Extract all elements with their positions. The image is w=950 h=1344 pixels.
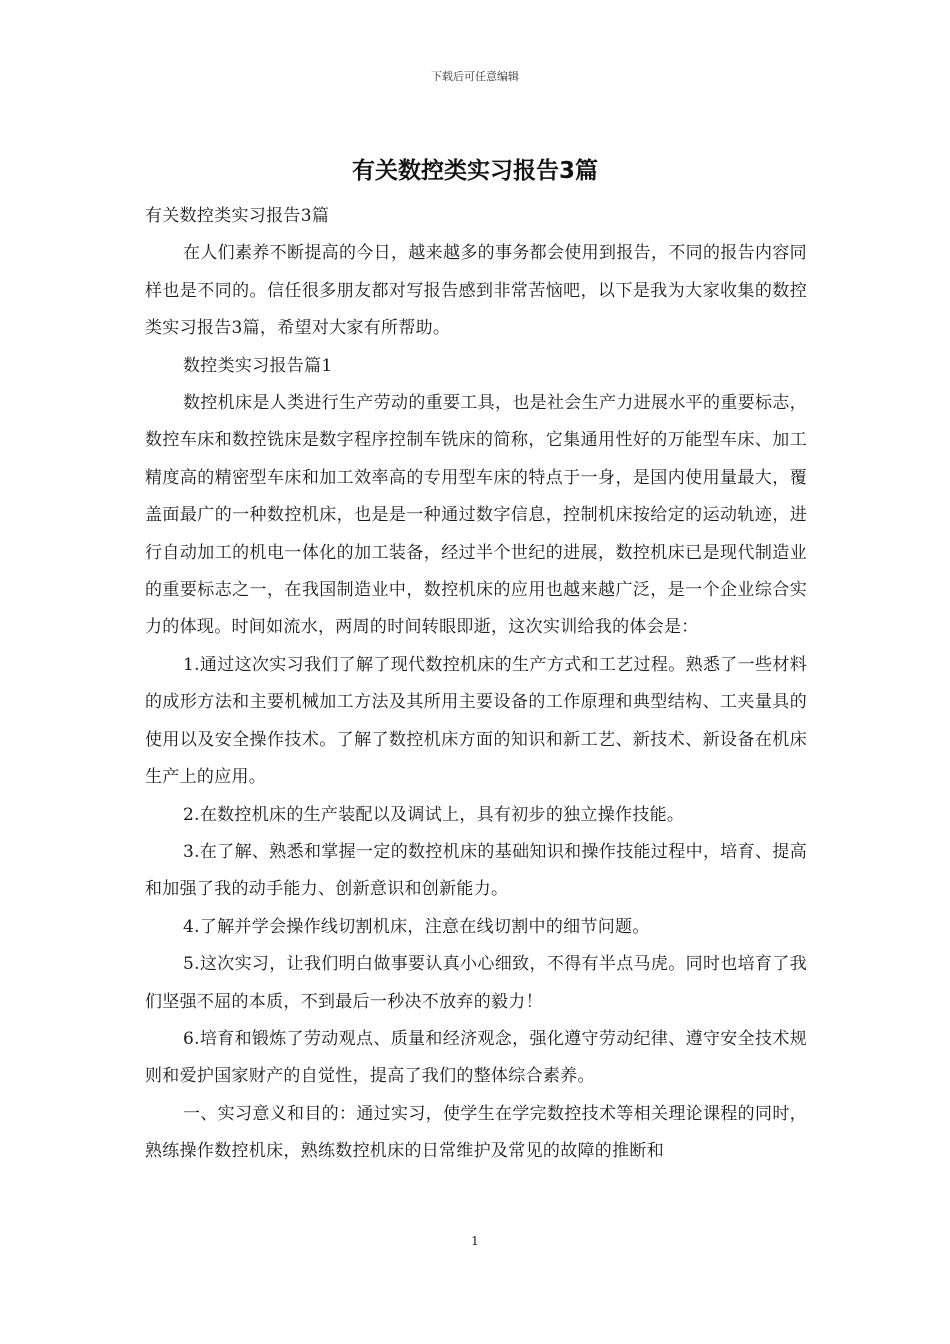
list-item-3: 3.在了解、熟悉和掌握一定的数控机床的基础知识和操作技能过程中，培育、提高和加强了我的动手能力、创新意识和创新能力。 [145, 841, 807, 900]
document-title: 有关数控类实习报告3篇 [351, 158, 598, 184]
body-paragraph: 一、实习意义和目的：通过实习，使学生在学完数控技术等相关理论课程的同时，熟练操作数控机床，熟练数控机床的日常维护及常见的故障的推断和 [145, 1103, 807, 1162]
header-note: 下载后可任意编辑 [431, 70, 519, 83]
list-item-5: 5.这次实习，让我们明白做事要认真小心细致，不得有半点马虎。同时也培育了我们坚强不屈的本质，不到最后一秒决不放弃的毅力！ [145, 954, 807, 1012]
intro-paragraph: 在人们素养不断提高的今日，越来越多的事务都会使用到报告，不同的报告内容同样也是不同的。信任很多朋友都对写报告感到非常苦恼吧，以下是我为大家收集的数控类实习报告3篇，希望对大家有所帮助。 [145, 243, 807, 339]
body-paragraph: 数控机床是人类进行生产劳动的重要工具，也是社会生产力进展水平的重要标志，数控车床和数控铣床是数字程序控制车铣床的简称，它集通用性好的万能型车床、加工精度高的精密型车床和加工效率高的专用型车床的特点于一身，是国内使用量最大，覆盖面最广的一种数控机床，也是是一种通过数字信息，控制机床按给定的运动轨迹，进行自动加工的机电一体化的加工装备，经过半个世纪的进展，数控机床已是现代制造业的重要标志之一，在我国制造业中，数控机床的应用也越来越广泛，是一个企业综合实力的体现。时间如流水，两周的时间转眼即逝，这次实训给我的体会是： [145, 393, 807, 638]
list-item-4: 4.了解并学会操作线切割机床，注意在线切割中的细节问题。 [183, 916, 650, 937]
page-number: 1 [471, 1234, 479, 1248]
document-body [145, 198, 807, 1171]
list-item-2: 2.在数控机床的生产装配以及调试上，具有初步的独立操作技能。 [183, 804, 685, 825]
list-item-6: 6.培育和锻炼了劳动观点、质量和经济观念，强化遵守劳动纪律、遵守安全技术规则和爱护国家财产的自觉性，提高了我们的整体综合素养。 [145, 1028, 807, 1087]
section-heading: 数控类实习报告篇1 [183, 355, 333, 376]
list-item-1: 1.通过这次实习我们了解了现代数控机床的生产方式和工艺过程。熟悉了一些材料的成形方法和主要机械加工方法及其所用主要设备的工作原理和典型结构、工夹量具的使用以及安全操作技术。了解了数控机床方面的知识和新工艺、新技术、新设备在机床生产上的应用。 [145, 654, 807, 788]
subtitle-paragraph: 有关数控类实习报告3篇 [145, 206, 330, 226]
